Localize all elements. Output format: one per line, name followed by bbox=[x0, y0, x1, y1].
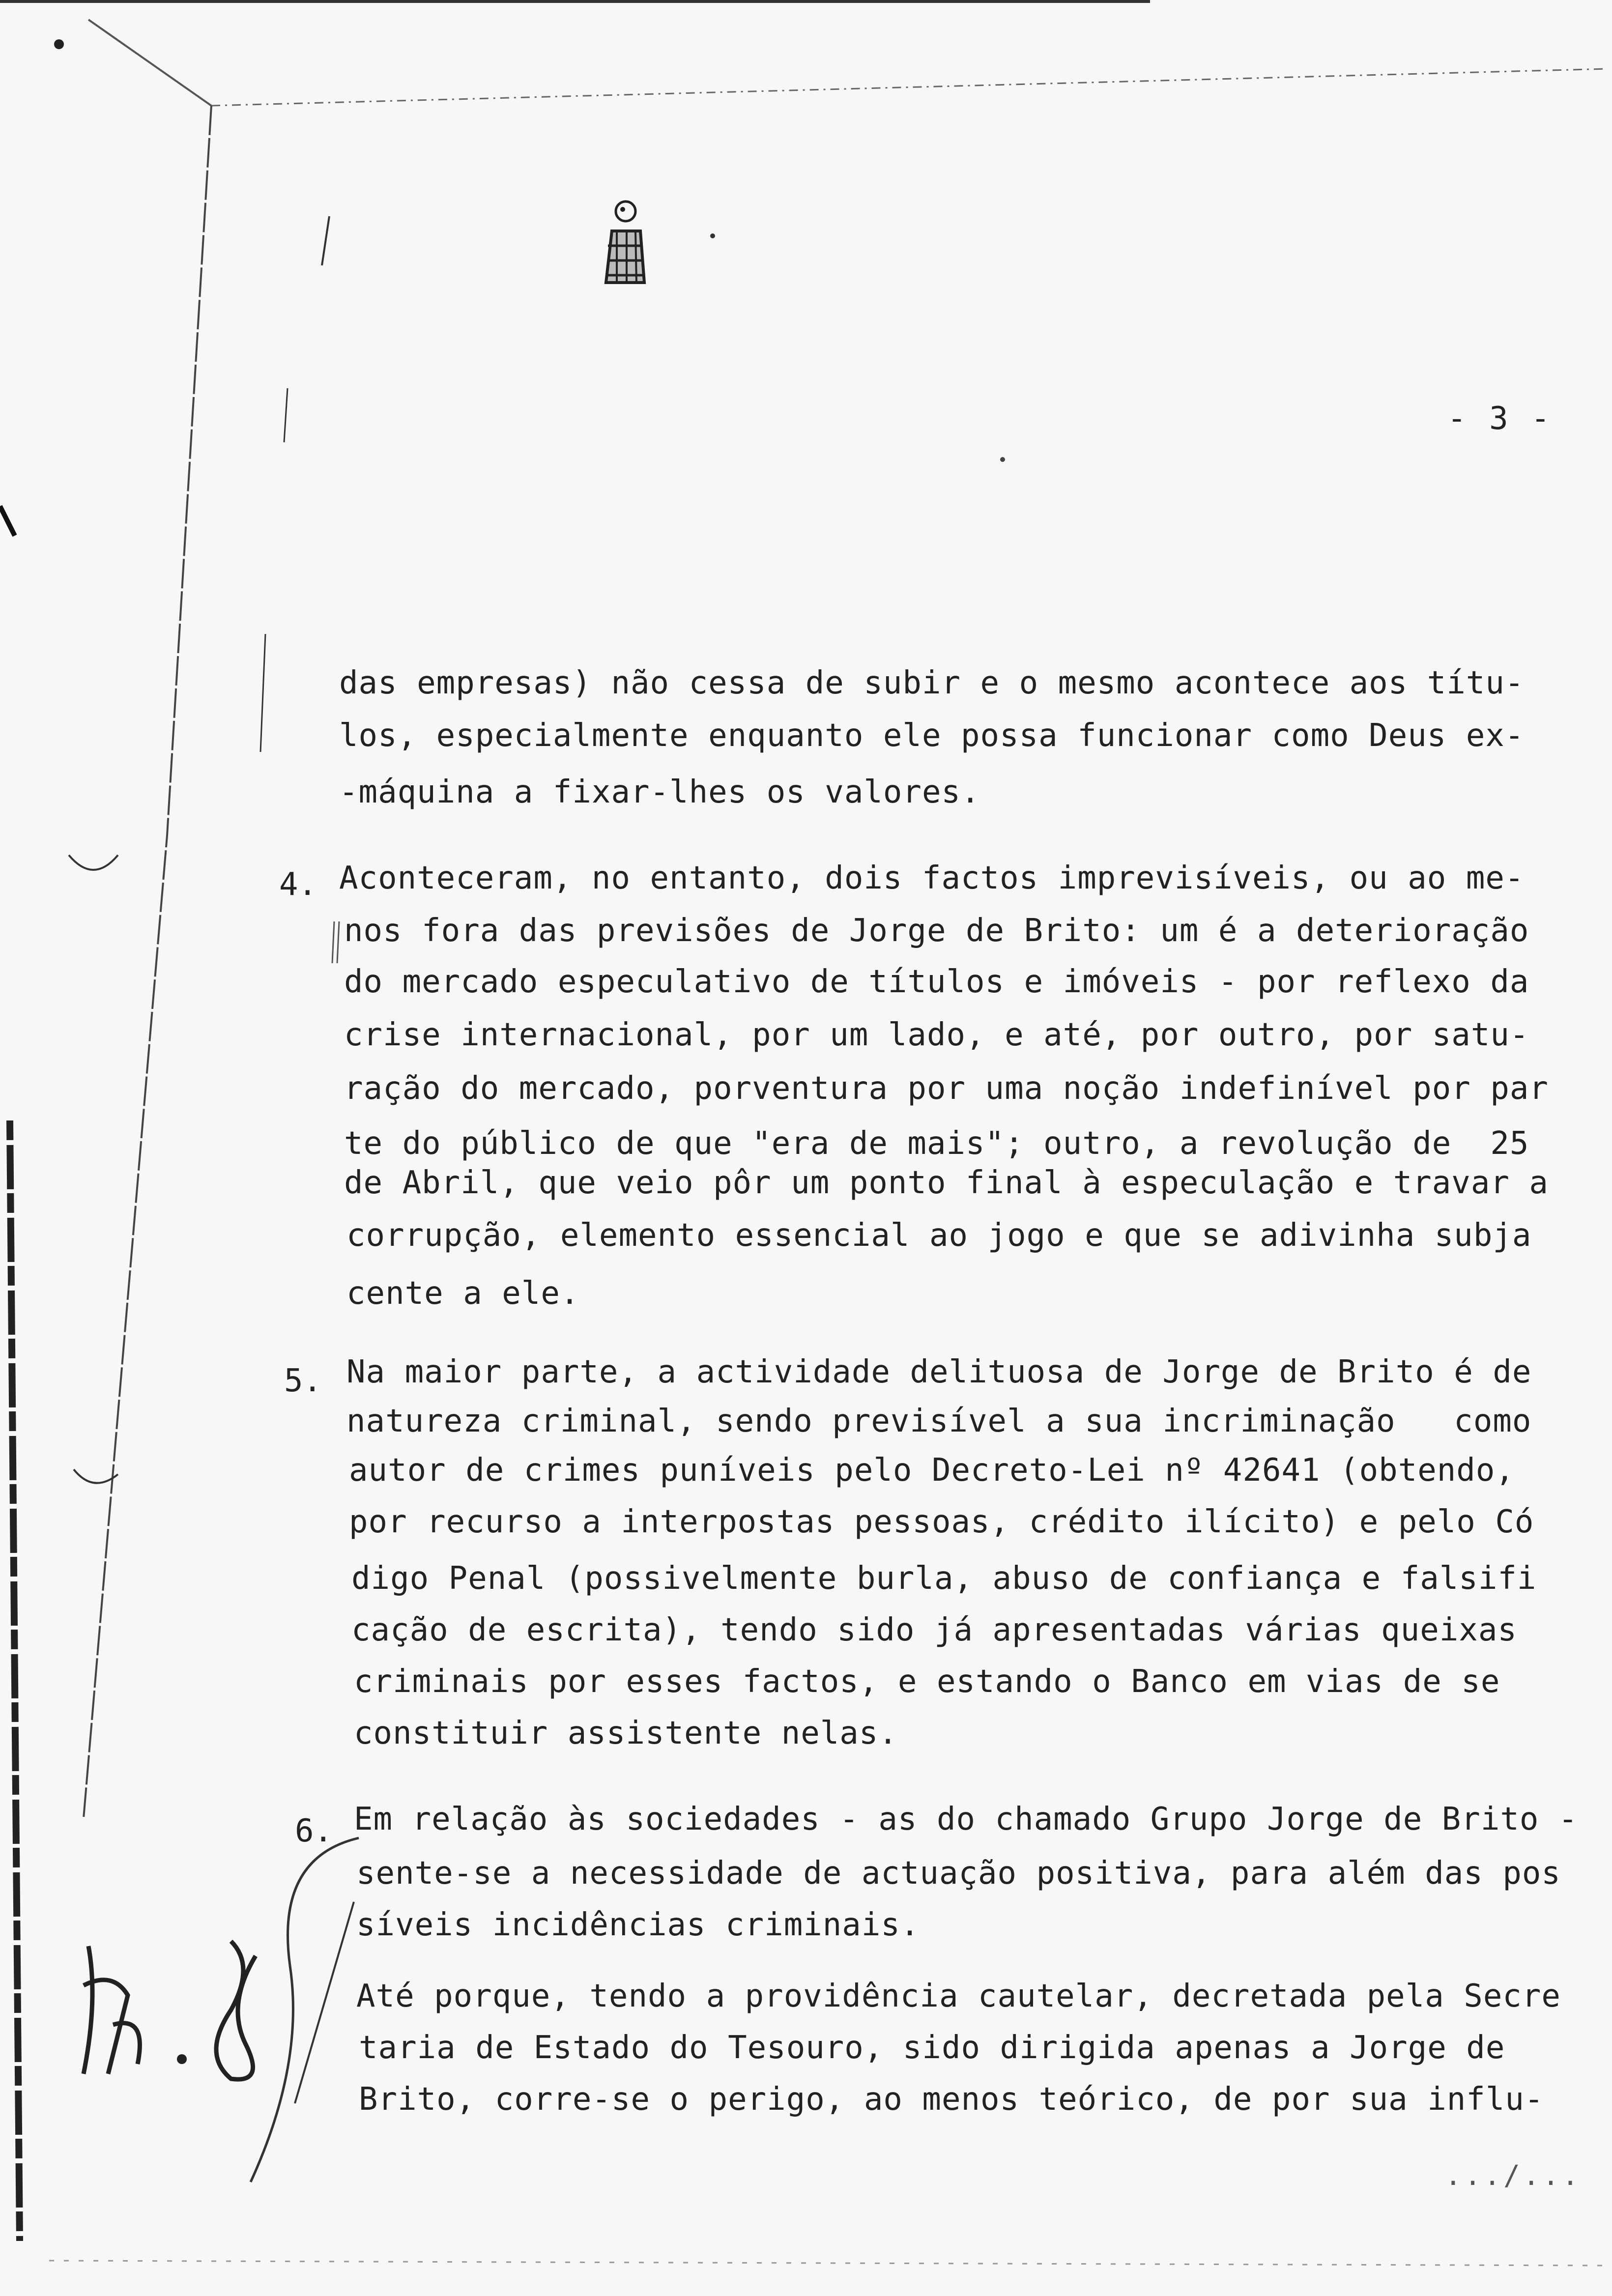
text-line: das empresas) não cessa de subir e o mesmo acontece aos títu- bbox=[339, 665, 1525, 701]
text-line: criminais por esses factos, e estando o Banco em vias de se bbox=[354, 1664, 1500, 1700]
text-line: te do público de que "era de mais"; outro, a revolução de 25 bbox=[344, 1125, 1529, 1162]
continuation-marker: .../... bbox=[1445, 2160, 1582, 2192]
text-line: sente-se a necessidade de actuação positiva, para além das pos bbox=[356, 1855, 1561, 1892]
text-line: cente a ele. bbox=[346, 1275, 580, 1312]
text-line: autor de crimes puníveis pelo Decreto-Lei nº 42641 (obtendo, bbox=[349, 1452, 1515, 1489]
text-line: ração do mercado, porventura por uma noção indefinível por par bbox=[344, 1070, 1549, 1107]
text-line: constituir assistente nelas. bbox=[354, 1715, 898, 1751]
text-line: natureza criminal, sendo previsível a sua incriminação como bbox=[346, 1403, 1532, 1439]
text-line: taria de Estado do Tesouro, sido dirigida apenas a Jorge de bbox=[359, 2030, 1505, 2066]
text-line: Em relação às sociedades - as do chamado Grupo Jorge de Brito - bbox=[354, 1801, 1578, 1837]
text-line: los, especialmente enquanto ele possa funcionar como Deus ex- bbox=[339, 718, 1525, 754]
item-number: 6. bbox=[295, 1813, 333, 1849]
text-line: do mercado especulativo de títulos e imóveis - por reflexo da bbox=[344, 964, 1529, 1000]
text-line: Brito, corre-se o perigo, ao menos teórico, de por sua influ- bbox=[359, 2081, 1544, 2118]
item-number: 5. bbox=[284, 1363, 322, 1399]
text-line: -máquina a fixar-lhes os valores. bbox=[339, 774, 980, 810]
page-number: - 3 - bbox=[1447, 401, 1552, 437]
text-line: corrupção, elemento essencial ao jogo e que se adivinha subja bbox=[346, 1217, 1532, 1254]
text-line: por recurso a interpostas pessoas, crédito ilícito) e pelo Có bbox=[349, 1504, 1534, 1540]
text-line: Na maior parte, a actividade delituosa de Jorge de Brito é de bbox=[346, 1354, 1532, 1390]
text-line: Até porque, tendo a providência cautelar, decretada pela Secre bbox=[356, 1978, 1561, 2014]
text-line: nos fora das previsões de Jorge de Brito: um é a deterioração bbox=[344, 913, 1529, 949]
text-line: Aconteceram, no entanto, dois factos imprevisíveis, ou ao me- bbox=[339, 860, 1525, 896]
handwritten-initials-icon bbox=[69, 1926, 275, 2098]
text-line: de Abril, que veio pôr um ponto final à especulação e travar a bbox=[344, 1165, 1549, 1201]
item-number: 4. bbox=[279, 866, 317, 903]
text-line: crise internacional, por um lado, e até, por outro, por satu- bbox=[344, 1017, 1529, 1053]
text-line: síveis incidências criminais. bbox=[356, 1907, 920, 1943]
text-line: cação de escrita), tendo sido já apresentadas várias queixas bbox=[351, 1612, 1517, 1648]
text-line: digo Penal (possivelmente burla, abuso de confiança e falsifi bbox=[351, 1560, 1537, 1597]
coat-of-arms-icon bbox=[597, 197, 651, 290]
